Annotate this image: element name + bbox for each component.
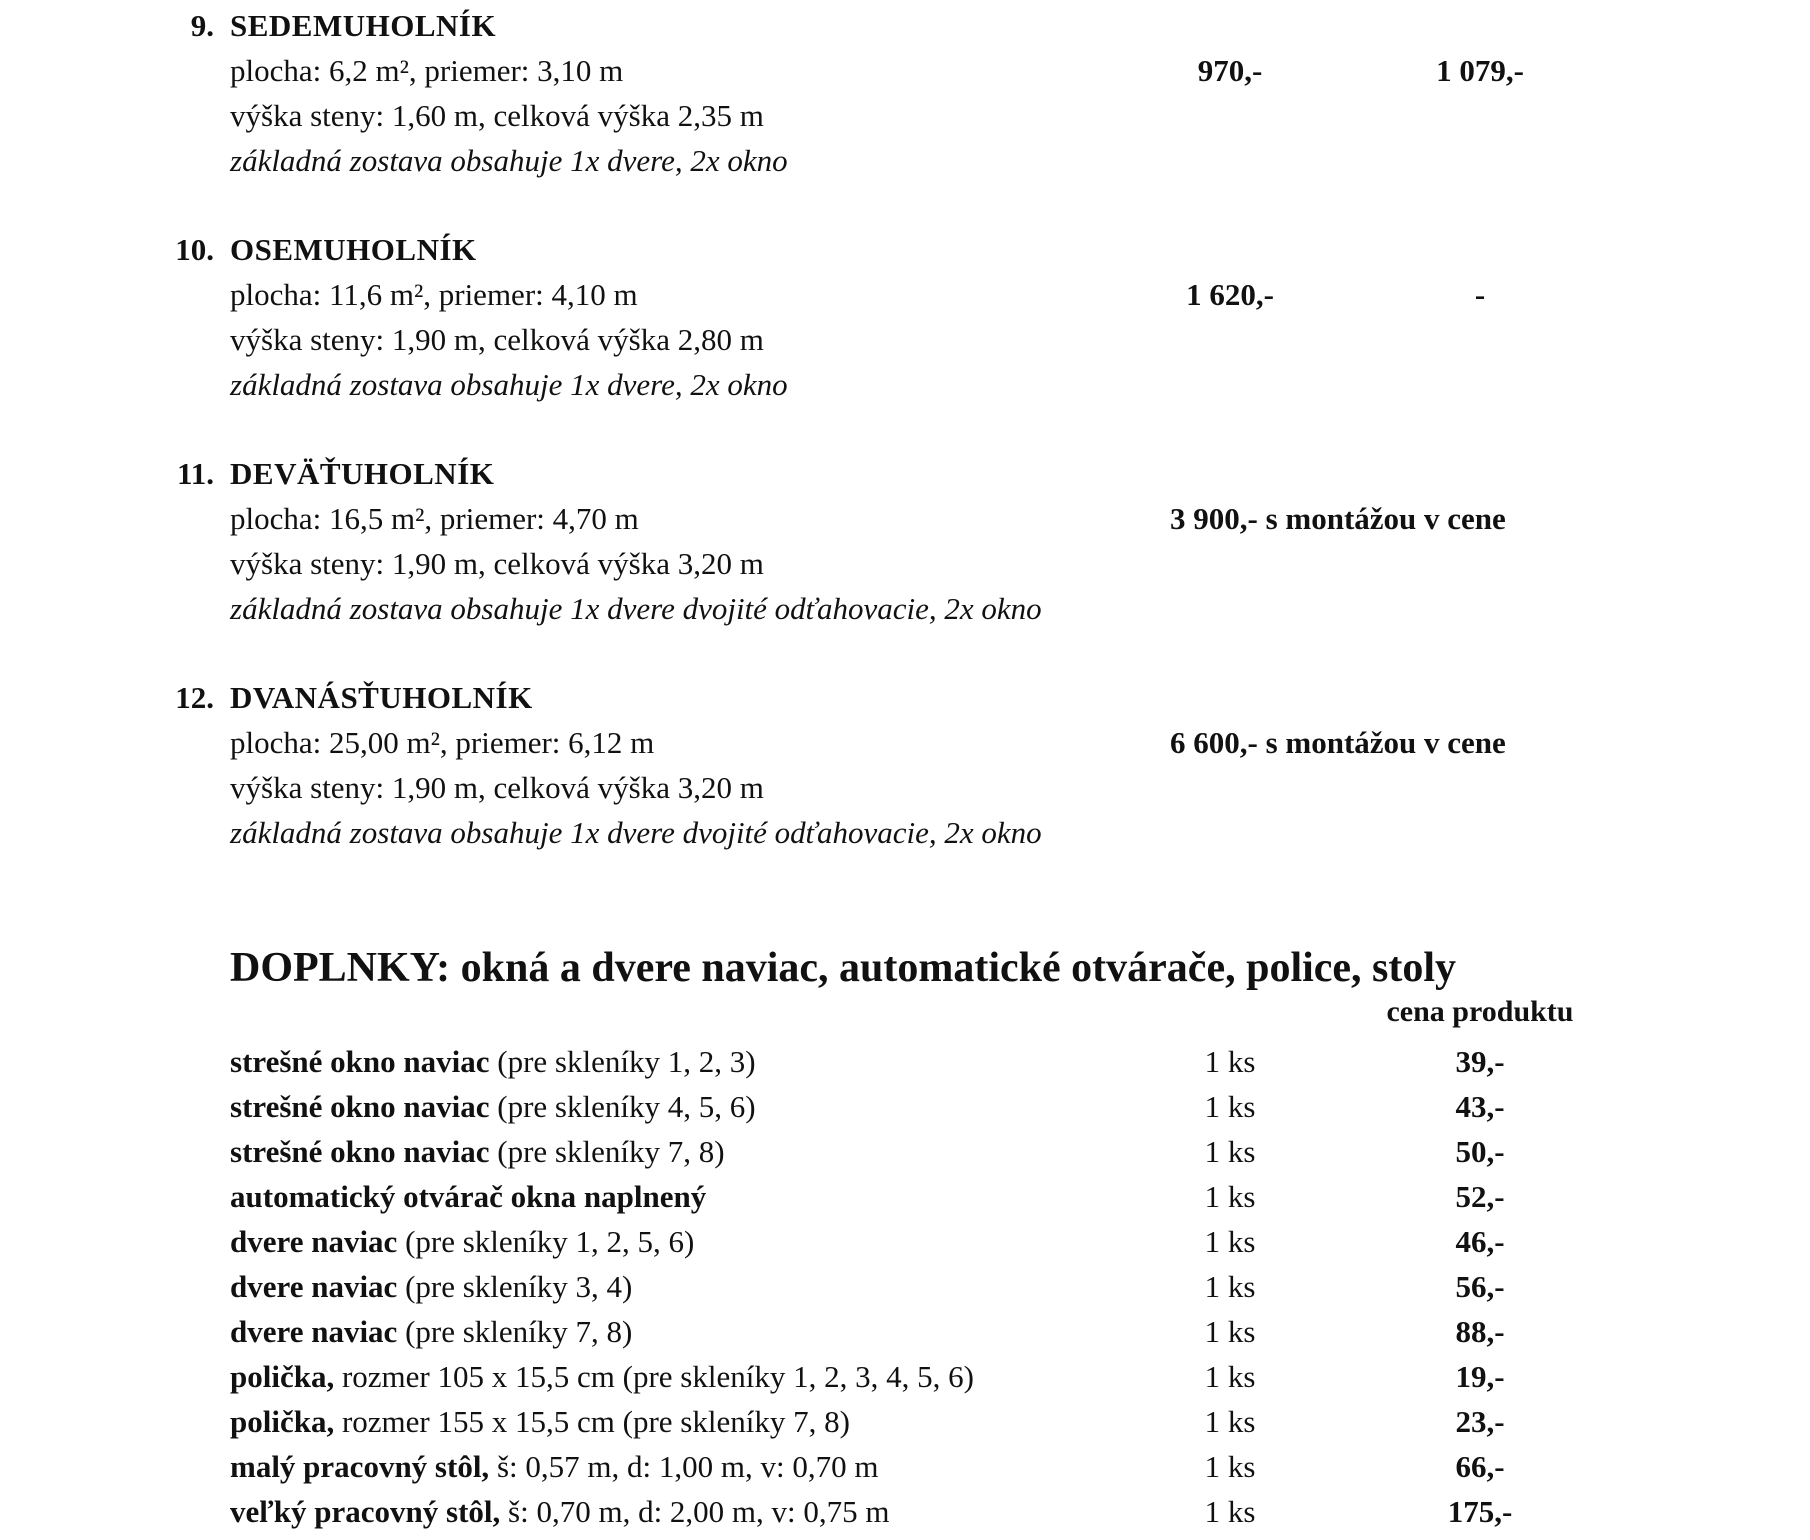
product-title: DEVÄŤUHOLNÍK — [230, 456, 495, 491]
addon-quantity: 1 ks — [1204, 1404, 1256, 1439]
addon-detail: (pre skleníky 1, 2, 5, 6) — [397, 1224, 695, 1259]
addon-quantity: 1 ks — [1204, 1314, 1256, 1349]
addon-price: 19,- — [1455, 1359, 1505, 1394]
product-price-primary: 970,- — [1197, 53, 1263, 88]
addon-row — [0, 1220, 1810, 1264]
product-height-line: výška steny: 1,90 m, celková výška 2,80 m — [230, 322, 764, 357]
addon-price: 88,- — [1455, 1314, 1505, 1349]
addon-description — [230, 1220, 694, 1264]
addon-detail: (pre skleníky 1, 2, 3) — [489, 1044, 756, 1079]
addon-row — [0, 1130, 1810, 1174]
addon-quantity: 1 ks — [1204, 1359, 1256, 1394]
addon-detail: (pre skleníky 7, 8) — [397, 1314, 633, 1349]
addon-description — [230, 1400, 850, 1444]
product-area-line: plocha: 11,6 m², priemer: 4,10 m — [230, 277, 638, 312]
product-set-line: základná zostava obsahuje 1x dvere, 2x okno — [230, 143, 788, 178]
addon-name: automatický otvárač okna naplnený — [230, 1179, 707, 1214]
addon-quantity: 1 ks — [1204, 1179, 1256, 1214]
addon-detail: (pre skleníky 7, 8) — [489, 1134, 725, 1169]
product-height-line: výška steny: 1,60 m, celková výška 2,35 m — [230, 98, 764, 133]
addon-name: strešné okno naviac — [230, 1044, 490, 1079]
addon-name: dvere naviac — [230, 1269, 398, 1304]
product-area-line: plocha: 25,00 m², priemer: 6,12 m — [230, 725, 655, 760]
product-set-line: základná zostava obsahuje 1x dvere dvojité odťahovacie, 2x okno — [230, 591, 1042, 626]
addon-name: dvere naviac — [230, 1224, 398, 1259]
addon-row — [0, 1040, 1810, 1084]
addon-detail: rozmer 155 x 15,5 cm (pre skleníky 7, 8) — [334, 1404, 850, 1439]
product-number: 11. — [176, 456, 214, 491]
addons-heading: DOPLNKY: okná a dvere naviac, automatické otvárače, police, stoly — [230, 945, 1457, 991]
product-title: SEDEMUHOLNÍK — [230, 8, 497, 43]
addon-detail: (pre skleníky 3, 4) — [397, 1269, 633, 1304]
product-price-primary: 1 620,- — [1186, 277, 1274, 312]
addon-quantity: 1 ks — [1204, 1044, 1256, 1079]
addon-name: malý pracovný stôl, — [230, 1449, 490, 1484]
addon-row — [0, 1355, 1810, 1399]
addon-name: strešné okno naviac — [230, 1089, 490, 1124]
product-title: OSEMUHOLNÍK — [230, 232, 477, 267]
product-area-line: plocha: 16,5 m², priemer: 4,70 m — [230, 501, 639, 536]
addon-price: 46,- — [1455, 1224, 1505, 1259]
addon-name: veľký pracovný stôl, — [230, 1494, 501, 1529]
addon-row — [0, 1085, 1810, 1129]
addon-name: strešné okno naviac — [230, 1134, 490, 1169]
addon-price: 23,- — [1455, 1404, 1505, 1439]
product-height-line: výška steny: 1,90 m, celková výška 3,20 m — [230, 546, 764, 581]
addon-description — [230, 1040, 756, 1084]
addon-price: 66,- — [1455, 1449, 1505, 1484]
addon-row — [0, 1400, 1810, 1444]
addon-row — [0, 1490, 1810, 1534]
product-set-line: základná zostava obsahuje 1x dvere, 2x okno — [230, 367, 788, 402]
addon-row — [0, 1175, 1810, 1219]
product-number: 12. — [175, 680, 214, 715]
addon-description — [230, 1130, 725, 1174]
addon-description — [230, 1355, 974, 1399]
product-number: 9. — [190, 8, 214, 43]
product-price-secondary: 1 079,- — [1436, 53, 1524, 88]
addon-detail: (pre skleníky 4, 5, 6) — [489, 1089, 756, 1124]
addon-price: 39,- — [1455, 1044, 1505, 1079]
addon-detail: š: 0,57 m, d: 1,00 m, v: 0,70 m — [489, 1449, 879, 1484]
addon-row — [0, 1310, 1810, 1354]
addon-description — [230, 1265, 632, 1309]
product-title: DVANÁSŤUHOLNÍK — [230, 680, 533, 715]
addon-description — [230, 1445, 878, 1489]
addon-detail: š: 0,70 m, d: 2,00 m, v: 0,75 m — [500, 1494, 890, 1529]
addon-price: 50,- — [1455, 1134, 1505, 1169]
addons-price-column-header: cena produktu — [1386, 995, 1574, 1028]
addon-price: 56,- — [1455, 1269, 1505, 1304]
product-price-with-assembly: 3 900,- s montážou v cene — [1170, 501, 1506, 536]
addon-price: 52,- — [1455, 1179, 1505, 1214]
addon-name: polička, — [230, 1359, 335, 1394]
product-height-line: výška steny: 1,90 m, celková výška 3,20 m — [230, 770, 764, 805]
product-number: 10. — [175, 232, 214, 267]
product-set-line: základná zostava obsahuje 1x dvere dvojité odťahovacie, 2x okno — [230, 815, 1042, 850]
product-area-line: plocha: 6,2 m², priemer: 3,10 m — [230, 53, 624, 88]
addon-quantity: 1 ks — [1204, 1224, 1256, 1259]
addon-row — [0, 1265, 1810, 1309]
addon-price: 175,- — [1447, 1494, 1513, 1529]
addon-description — [230, 1085, 756, 1129]
product-price-with-assembly: 6 600,- s montážou v cene — [1170, 725, 1506, 760]
addon-detail: rozmer 105 x 15,5 cm (pre skleníky 1, 2, 3, 4, 5, 6) — [334, 1359, 974, 1394]
addon-price: 43,- — [1455, 1089, 1505, 1124]
addon-description — [230, 1310, 632, 1354]
addon-quantity: 1 ks — [1204, 1494, 1256, 1529]
addon-quantity: 1 ks — [1204, 1269, 1256, 1304]
addon-quantity: 1 ks — [1204, 1449, 1256, 1484]
addon-name: dvere naviac — [230, 1314, 398, 1349]
addon-name: polička, — [230, 1404, 335, 1439]
addon-description — [230, 1175, 706, 1219]
addon-description — [230, 1490, 890, 1534]
product-price-secondary: - — [1474, 277, 1486, 312]
addon-row — [0, 1445, 1810, 1489]
addon-quantity: 1 ks — [1204, 1134, 1256, 1169]
addon-quantity: 1 ks — [1204, 1089, 1256, 1124]
